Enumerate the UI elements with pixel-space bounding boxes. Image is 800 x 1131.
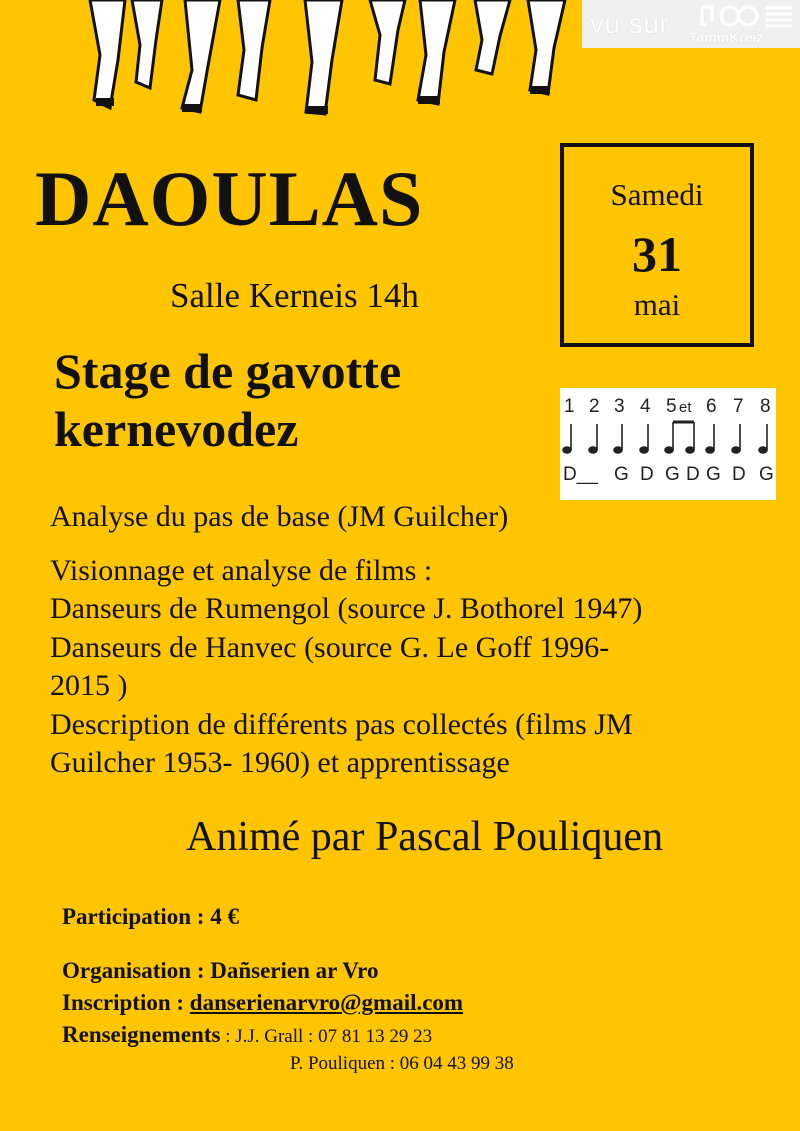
rhythm-counts xyxy=(564,396,771,417)
date-number: 31 xyxy=(632,226,682,282)
rhythm-count: 8 xyxy=(760,396,771,417)
films-line: Danseurs de Rumengol (source J. Bothorel 1947) xyxy=(50,592,643,626)
page-title: DAOULAS xyxy=(35,155,424,242)
dancers-illustration xyxy=(70,0,580,118)
rhythm-step: G xyxy=(665,464,680,485)
rhythm-count: 4 xyxy=(640,396,651,417)
rhythm-count: 5 xyxy=(666,396,677,417)
rhythm-step: G xyxy=(706,464,721,485)
date-box xyxy=(560,143,754,347)
films-line: Danseurs de Hanvec (source G. Le Goff 1996- xyxy=(50,630,610,664)
films-line: Description de différents pas collectés (films JM xyxy=(50,707,633,741)
contact-grall: : J.J. Grall : 07 81 13 29 23 xyxy=(220,1026,433,1047)
participation-fee: Participation : 4 € xyxy=(62,904,239,929)
rhythm-count: 1 xyxy=(564,396,575,417)
films-description xyxy=(50,552,642,782)
rhythm-step: G xyxy=(614,464,629,485)
films-line: 2015 ) xyxy=(50,669,128,703)
badge-brand: TammKreiz xyxy=(689,29,764,45)
stage-line: kernevodez xyxy=(54,401,299,457)
rhythm-count: 3 xyxy=(614,396,625,417)
inscription-email-link[interactable]: danserienarvro@gmail.com xyxy=(189,990,464,1015)
inscription-line xyxy=(62,990,463,1016)
rhythm-count: 2 xyxy=(589,396,600,417)
rhythm-step: D xyxy=(686,464,700,485)
analyse-text: Analyse du pas de base (JM Guilcher) xyxy=(50,500,509,533)
inscription-label: Inscription : xyxy=(62,990,190,1015)
tammkreiz-badge[interactable] xyxy=(582,0,800,48)
venue-time: Salle Kerneis 14h xyxy=(170,276,419,315)
rhythm-step: D__ xyxy=(563,464,598,485)
renseignements-label: Renseignements xyxy=(62,1022,221,1047)
films-line: Visionnage et analyse de films : xyxy=(50,554,433,587)
stage-line: Stage de gavotte xyxy=(54,343,402,399)
tammkreiz-logo-icon xyxy=(698,3,794,29)
rhythm-notes xyxy=(563,422,767,453)
contact-pouliquen: P. Pouliquen : 06 04 43 99 38 xyxy=(290,1053,514,1074)
date-month: mai xyxy=(633,287,681,322)
stage-heading xyxy=(54,342,401,458)
rhythm-step: G xyxy=(759,464,774,485)
rhythm-steps xyxy=(563,464,774,485)
animator-line: Animé par Pascal Pouliquen xyxy=(186,814,664,860)
rhythm-count: 7 xyxy=(733,396,744,417)
films-line: Guilcher 1953- 1960) et apprentissage xyxy=(50,745,510,779)
rhythm-count: 6 xyxy=(706,396,717,417)
rhythm-notation xyxy=(560,388,776,500)
badge-prefix: vu sur xyxy=(590,8,670,39)
organisation-line: Organisation : Dañserien ar Vro xyxy=(62,958,379,983)
date-day: Samedi xyxy=(610,177,704,212)
rhythm-count: et xyxy=(679,399,692,416)
rhythm-step: D xyxy=(640,464,654,485)
renseignements-line xyxy=(62,1022,432,1048)
rhythm-step: D xyxy=(732,464,746,485)
